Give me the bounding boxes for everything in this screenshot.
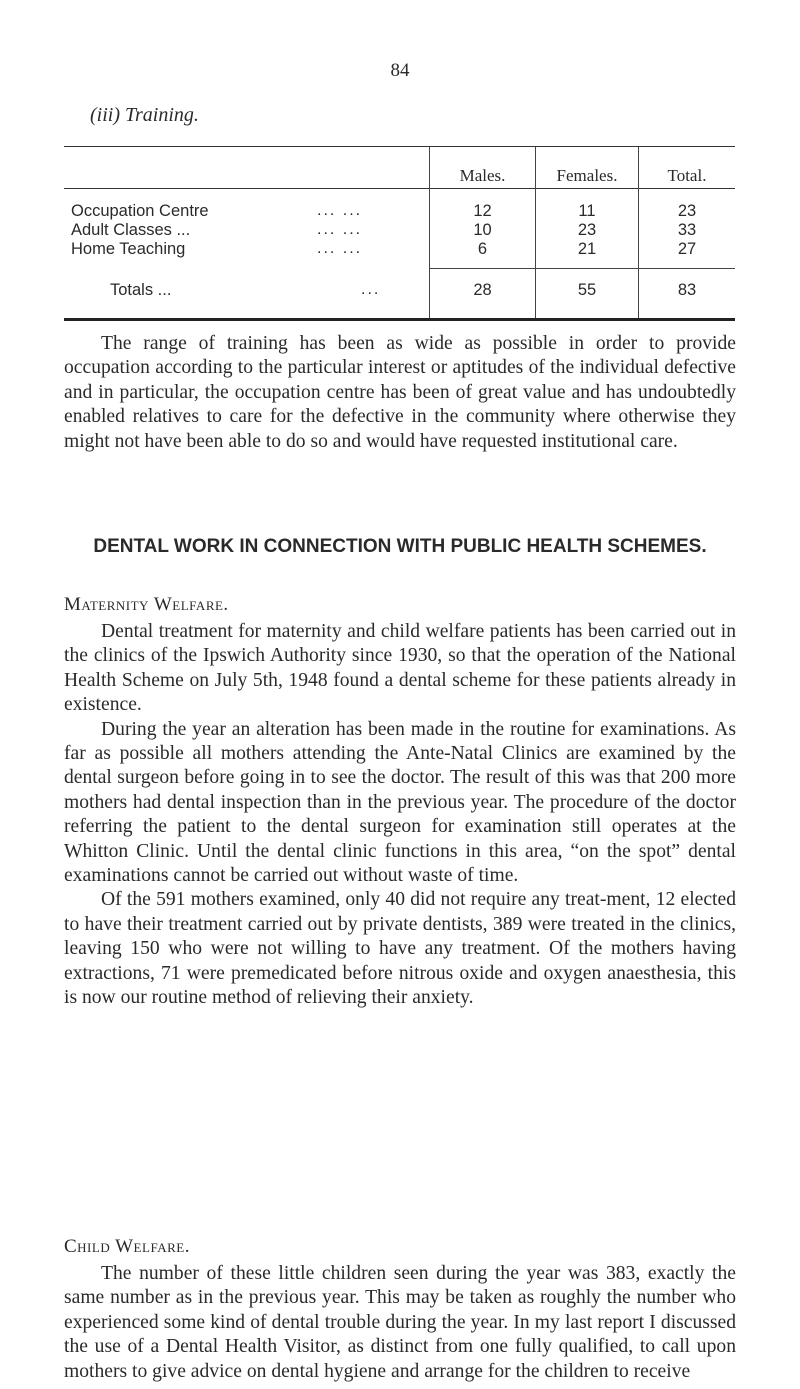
section-title [90,104,199,127]
cell-total: 23 [677,202,697,220]
leader-dots: ... [361,281,381,298]
cell-females: 11 [578,202,596,220]
child-welfare-paragraph: The number of these little children seen during the year was 383, exactly the same number as in the previous year. This may be taken as roughly the number who experienced some kind of dental trouble during the year. In my last report I discussed the use of a Dental Health Visitor, as distinct from one fully qualified, to call upon mothers to give advice on dental hygiene and arrange for the children to receive [64,1263,736,1382]
maternity-section [64,620,736,1011]
maternity-paragraph: During the year an alteration has been made in the routine for examinations. As far as possible all mothers attending the Ante-Natal Clinics are examined by the dental surgeon before going in to see the doctor. The result of this was that 200 more mothers had dental inspection than in the previous year. The procedure of the doctor referring the patient to the dental surgeon for examination still operates at the Whitton Clinic. Until the dental clinic functions in this area, “on the spot” dental examinations cannot be carried out without waste of time. [64,718,736,887]
dental-heading: DENTAL WORK IN CONNECTION WITH PUBLIC HEALTH SCHEMES. [93,536,707,557]
maternity-paragraph: Dental treatment for maternity and child welfare patients has been carried out in the clinics of the Ipswich Authority since 1930, so that the operation of the National Health Scheme on July 5th, 1948 found a dental scheme for these patients already in existence. [64,621,736,716]
leader-dots: ... ... [317,202,363,219]
cell-males: 6 [477,240,488,258]
section-number: (iii) [90,104,120,126]
column-header-males: Males. [459,166,506,185]
maternity-paragraph: Of the 591 mothers examined, only 40 did not require any treat-ment, 12 elected to have their treatment carried out by private dentists, 389 were treated in the clinics, leaving 150 who were not willing to have any treatment. Of the mothers having extractions, 71 were premedicated before nitrous oxide and oxygen anaesthesia, this is now our routine method of relieving their anxiety. [64,889,736,1009]
cell-females: 21 [577,240,597,258]
row-label: Adult Classes ... [71,221,191,239]
maternity-title: Maternity Welfare. [64,594,229,615]
child-welfare-title: Child Welfare. [64,1236,190,1257]
training-table [64,146,735,321]
leader-dots: ... ... [317,221,363,238]
cell-total: 33 [677,221,697,239]
section-name: Training. [125,104,199,126]
training-paragraph: The range of training has been as wide as possible in order to provide occupation according to the particular interest or aptitudes of the individual defective and in particular, the occupation centre has been of great value and has undoubtedly enabled relatives to care for the defective in the community where otherwise they might not have been able to do so and would have requested institutional care. [64,333,736,452]
cell-total: 27 [677,240,697,258]
column-header-females: Females. [556,166,618,185]
row-label: Home Teaching [71,240,186,258]
cell-females: 23 [577,221,597,239]
totals-label: Totals ... [110,281,172,299]
total-males: 28 [473,281,492,299]
column-header-total: Total. [667,166,707,185]
cell-males: 10 [473,221,492,239]
totals-rule [429,268,735,269]
table-header-rule [64,188,735,189]
total-total: 83 [677,281,697,299]
leader-dots: ... ... [317,240,363,257]
row-label: Occupation Centre [71,202,209,220]
cell-males: 12 [473,202,492,220]
page-number: 84 [390,60,410,81]
total-females: 55 [577,281,597,299]
child-welfare-section [64,1262,736,1384]
